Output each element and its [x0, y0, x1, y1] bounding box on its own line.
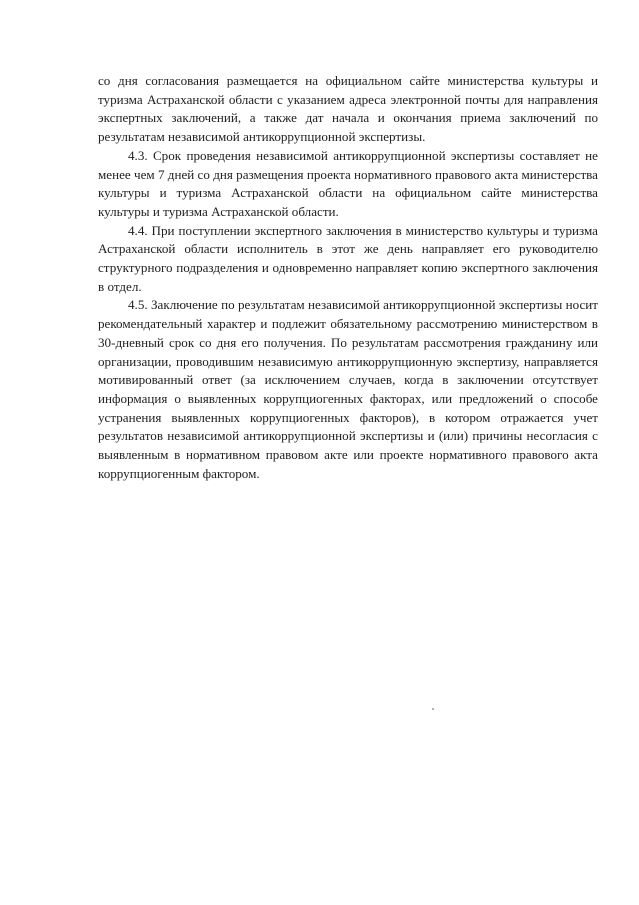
document-body: [98, 72, 598, 483]
paragraph-4-5: 4.5. Заключение по результатам независимой антикоррупционной экспертизы носит рекомендательный характер и подлежит обязательному рассмотрению министерством в 30-дневный срок со дня его получения. По результатам рассмотрения гражданину или организации, проводившим независимую антикоррупционную экспертизу, направляется мотивированный ответ (за исключением случаев, когда в заключении отсутствует информация о выявленных коррупциогенных факторах, или предложений о способе устранения выявленных коррупциогенных факторов), в котором отражается учет результатов независимой антикоррупционной экспертизы и (или) причины несогласия с выявленным в нормативном правовом акте или проекте нормативного правового акта коррупциогенным фактором.: [98, 297, 598, 481]
paragraph-4-4: 4.4. При поступлении экспертного заключения в министерство культуры и туризма Астраханской области исполнитель в этот же день направляет его руководителю структурного подразделения и одновременно направляет копию экспертного заключения в отдел.: [98, 222, 598, 294]
scan-speck: [432, 708, 434, 710]
paragraph-continuation: со дня согласования размещается на официальном сайте министерства культуры и туризма Астраханской области с указанием адреса электронной почты для направления экспертных заключений, а также дат начала и окончания приема заключений по результатам независимой антикоррупционной экспертизы.: [98, 73, 598, 145]
paragraph-4-3: 4.3. Срок проведения независимой антикоррупционной экспертизы составляет не менее чем 7 дней со дня размещения проекта нормативного правового акта министерства культуры и туризма Астраханской области на официальном сайте министерства культуры и туризма Астраханской области.: [98, 147, 598, 219]
